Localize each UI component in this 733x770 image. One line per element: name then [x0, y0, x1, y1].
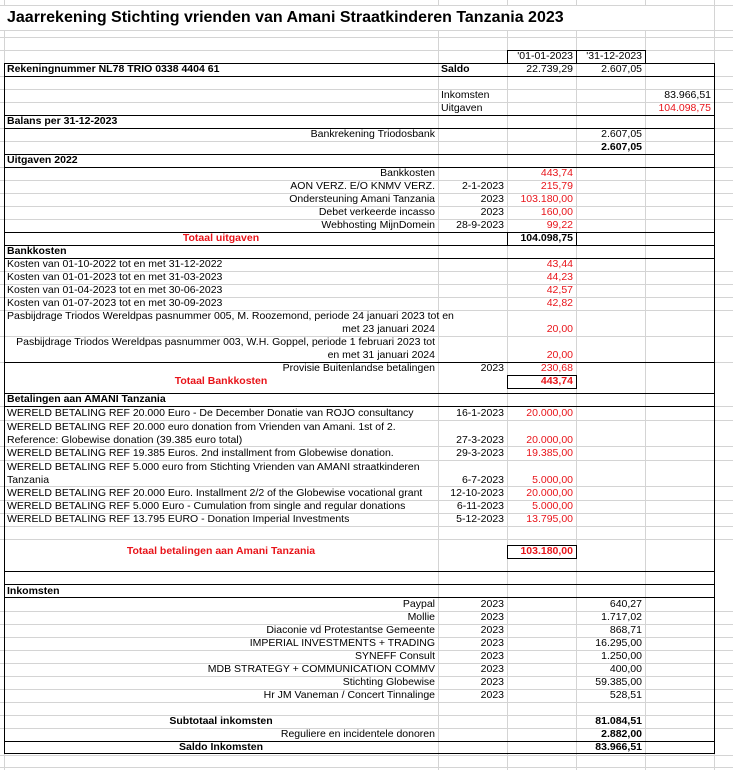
bankkosten-item — [0, 297, 733, 310]
balans-bank-row — [0, 128, 733, 141]
inkomsten-item-label[interactable]: IMPERIAL INVESTMENTS + TRADING — [249, 637, 435, 649]
inkomsten-item — [0, 598, 733, 611]
header-dates-row — [0, 50, 733, 63]
account-number[interactable]: Rekeningnummer NL78 TRIO 0338 4404 61 — [7, 63, 220, 75]
saldo-label[interactable]: Saldo — [441, 63, 470, 75]
pasbijdrage-line2[interactable]: met 23 januari 2024 — [342, 323, 435, 335]
saldo-end[interactable]: 2.607,05 — [601, 63, 642, 75]
uitgaven-heading-row — [0, 154, 733, 167]
uitgaven-item — [0, 193, 733, 206]
bankkosten-item-label[interactable]: Kosten van 01-01-2023 tot en met 31-03-2023 — [7, 271, 223, 283]
uitgaven-item — [0, 219, 733, 232]
inkomsten-item-year[interactable]: 2023 — [480, 676, 504, 688]
summary-uitgaven-value[interactable]: 104.098,75 — [658, 102, 711, 114]
uitgaven-item-label[interactable]: Bankkosten — [380, 167, 435, 179]
uitgaven-total-label[interactable]: Totaal uitgaven — [182, 232, 260, 244]
betalingen-heading[interactable]: Betalingen aan AMANI Tanzania — [7, 393, 166, 405]
pasbijdrage-line2[interactable]: en met 31 januari 2024 — [327, 349, 435, 361]
bankkosten-item-label[interactable]: Kosten van 01-04-2023 tot en met 30-06-2023 — [7, 284, 223, 296]
gridline — [0, 755, 733, 756]
uitgaven-item-value[interactable]: 103.180,00 — [520, 193, 573, 205]
betaling-value[interactable]: 20.000,00 — [526, 434, 573, 446]
betaling-description[interactable]: WERELD BETALING REF 20.000 Euro - De December Donatie van ROJO consultancy — [7, 407, 414, 419]
bankkosten-heading-row — [0, 245, 733, 258]
uitgaven-total-row — [0, 232, 733, 245]
betaling-value[interactable]: 13.795,00 — [526, 513, 573, 525]
betaling-value[interactable]: 20.000,00 — [526, 407, 573, 419]
bankkosten-item — [0, 271, 733, 284]
betaling-item — [0, 513, 733, 526]
bankkosten-item-label[interactable]: Kosten van 01-07-2023 tot en met 30-09-2023 — [7, 297, 223, 309]
rule — [4, 76, 715, 77]
betaling-value[interactable]: 5.000,00 — [532, 474, 573, 486]
inkomsten-saldo-value[interactable]: 83.966,51 — [595, 741, 642, 753]
summary-inkomsten-value[interactable]: 83.966,51 — [664, 89, 711, 101]
uitgaven-item — [0, 180, 733, 193]
bankkosten-item — [0, 284, 733, 297]
inkomsten-item — [0, 650, 733, 663]
inkomsten-item — [0, 637, 733, 650]
uitgaven-item-value[interactable]: 443,74 — [540, 167, 573, 179]
uitgaven-total-value[interactable]: 104.098,75 — [520, 232, 573, 244]
uitgaven-item-value[interactable]: 215,79 — [540, 180, 573, 192]
provisie-label[interactable]: Provisie Buitenlandse betalingen — [282, 362, 435, 374]
inkomsten-saldo-label[interactable]: Saldo Inkomsten — [178, 741, 263, 753]
betaling-description[interactable]: WERELD BETALING REF 19.385 Euros. 2nd installment from Globewise donation. — [7, 447, 394, 459]
bankkosten-total-label[interactable]: Totaal Bankkosten — [174, 375, 268, 387]
pasbijdrage-value[interactable]: 20,00 — [546, 349, 573, 361]
gridline — [0, 526, 733, 527]
balans-heading-row — [0, 115, 733, 128]
uitgaven-item-label[interactable]: Debet verkeerde incasso — [318, 206, 435, 218]
betaling-date[interactable]: 6-11-2023 — [456, 500, 504, 512]
uitgaven-item-label[interactable]: Webhosting MijnDomein — [321, 219, 435, 231]
pasbijdrage-value[interactable]: 20,00 — [546, 323, 573, 335]
inkomsten-item-label[interactable]: Stichting Globewise — [342, 676, 435, 688]
saldo-start[interactable]: 22.739,29 — [526, 63, 573, 75]
title-row — [0, 6, 733, 30]
bankkosten-total-value[interactable]: 443,74 — [540, 375, 573, 387]
balans-bank-value[interactable]: 2.607,05 — [601, 128, 642, 140]
betaling-item — [0, 407, 733, 420]
bankkosten-heading[interactable]: Bankkosten — [7, 245, 67, 257]
inkomsten-item — [0, 611, 733, 624]
rule — [4, 571, 715, 572]
inkomsten-subtotal-value[interactable]: 81.084,51 — [595, 715, 642, 727]
inkomsten-item-value[interactable]: 1.717,02 — [601, 611, 642, 623]
gridline — [0, 539, 733, 540]
summary-inkomsten-row — [0, 89, 733, 102]
inkomsten-item-value[interactable]: 16.295,00 — [595, 637, 642, 649]
inkomsten-item-year[interactable]: 2023 — [480, 637, 504, 649]
account-row — [0, 63, 733, 76]
betaling-item — [0, 447, 733, 460]
balans-total-row — [0, 141, 733, 154]
betaling-date[interactable]: 29-3-2023 — [456, 447, 504, 459]
inkomsten-item-label[interactable]: Paypal — [402, 598, 435, 610]
uitgaven-item-value[interactable]: 160,00 — [540, 206, 573, 218]
betaling-description[interactable]: WERELD BETALING REF 5.000 euro from Stichting Vrienden van AMANI straatkinderen — [7, 461, 420, 473]
betaling-description[interactable]: WERELD BETALING REF 20.000 Euro. Installment 2/2 of the Globewise vocational grant — [7, 487, 423, 499]
inkomsten-item-year[interactable]: 2023 — [480, 598, 504, 610]
betaling-description[interactable]: WERELD BETALING REF 20.000 euro donation from Vrienden van Amani. 1st of 2. — [7, 421, 396, 433]
betaling-date[interactable]: 5-12-2023 — [456, 513, 504, 525]
inkomsten-saldo-row — [0, 741, 733, 754]
betaling-value[interactable]: 20.000,00 — [526, 487, 573, 499]
gridline — [0, 37, 733, 38]
betaling-item — [0, 487, 733, 500]
provisie-value[interactable]: 230,68 — [540, 362, 573, 374]
bankkosten-item-value[interactable]: 42,82 — [546, 297, 573, 309]
inkomsten-item-year[interactable]: 2023 — [480, 663, 504, 675]
inkomsten-item-year[interactable]: 2023 — [480, 624, 504, 636]
betaling-date[interactable]: 16-1-2023 — [456, 407, 504, 419]
pasbijdrage-line1[interactable]: Pasbijdrage Triodos Wereldpas pasnummer 005, M. Roozemond, periode 24 januari 2023 tot en — [7, 310, 454, 322]
betalingen-total-label[interactable]: Totaal betalingen aan Amani Tanzania — [126, 545, 316, 557]
summary-uitgaven-row — [0, 102, 733, 115]
betaling-description-line2[interactable]: Reference: Globewise donation (39.385 euro total) — [7, 434, 243, 446]
betaling-value[interactable]: 19.385,00 — [526, 447, 573, 459]
betaling-date[interactable]: 27-3-2023 — [456, 434, 504, 446]
uitgaven-heading[interactable]: Uitgaven 2022 — [7, 154, 78, 166]
gridline — [0, 702, 733, 703]
betaling-date[interactable]: 6-7-2023 — [461, 474, 504, 486]
inkomsten-item-value[interactable]: 1.250,00 — [601, 650, 642, 662]
balans-total-value[interactable]: 2.607,05 — [601, 141, 642, 153]
uitgaven-item-date[interactable]: 2023 — [480, 206, 504, 218]
pasbijdrage-line1[interactable]: Pasbijdrage Triodos Wereldpas pasnummer 003, W.H. Goppel, periode 1 februari 2023 tot — [16, 336, 435, 348]
inkomsten-item-year[interactable]: 2023 — [480, 611, 504, 623]
date-end[interactable]: '31-12-2023 — [586, 50, 642, 62]
inkomsten-item-label[interactable]: Diaconie vd Protestantse Gemeente — [266, 624, 435, 636]
inkomsten-item-value[interactable]: 868,71 — [609, 624, 642, 636]
bankkosten-item-value[interactable]: 43,44 — [546, 258, 573, 270]
inkomsten-donoren-row — [0, 728, 733, 741]
inkomsten-donoren-value[interactable]: 2.882,00 — [601, 728, 642, 740]
balans-heading[interactable]: Balans per 31-12-2023 — [7, 115, 118, 127]
inkomsten-item — [0, 663, 733, 676]
uitgaven-item — [0, 206, 733, 219]
inkomsten-heading[interactable]: Inkomsten — [7, 585, 60, 597]
betalingen-heading-row — [0, 393, 733, 406]
betaling-item — [0, 461, 733, 487]
inkomsten-item-year[interactable]: 2023 — [480, 689, 504, 701]
bankkosten-item-value[interactable]: 44,23 — [546, 271, 573, 283]
betaling-item — [0, 500, 733, 513]
inkomsten-item-label[interactable]: SYNEFF Consult — [355, 650, 435, 662]
gridline — [0, 767, 733, 768]
betaling-item — [0, 421, 733, 447]
betaling-description[interactable]: WERELD BETALING REF 5.000 Euro - Cumulation from single and regular donations — [7, 500, 406, 512]
inkomsten-item — [0, 624, 733, 637]
pasbijdrage-item — [0, 336, 733, 362]
page-title: Jaarrekening Stichting vrienden van Amani Straatkinderen Tanzania 2023 — [4, 6, 704, 30]
inkomsten-subtotal-row — [0, 715, 733, 728]
betalingen-total-value[interactable]: 103.180,00 — [520, 545, 573, 557]
summary-uitgaven-label[interactable]: Uitgaven — [441, 102, 483, 114]
uitgaven-item-date[interactable]: 2023 — [480, 193, 504, 205]
inkomsten-item-label[interactable]: MDB STRATEGY + COMMUNICATION COMMV — [207, 663, 435, 675]
uitgaven-item-date[interactable]: 28-9-2023 — [456, 219, 504, 231]
inkomsten-donoren-label[interactable]: Reguliere en incidentele donoren — [280, 728, 435, 740]
uitgaven-item-value[interactable]: 99,22 — [546, 219, 573, 231]
inkomsten-subtotal-label[interactable]: Subtotaal inkomsten — [169, 715, 273, 727]
bankkosten-item-label[interactable]: Kosten van 01-10-2022 tot en met 31-12-2022 — [7, 258, 223, 270]
inkomsten-item-year[interactable]: 2023 — [480, 650, 504, 662]
uitgaven-item-label[interactable]: Ondersteuning Amani Tanzania — [289, 193, 435, 205]
inkomsten-item-label[interactable]: Hr JM Vaneman / Concert Tinnalinge — [263, 689, 435, 701]
inkomsten-item — [0, 676, 733, 689]
provisie-date[interactable]: 2023 — [480, 362, 504, 374]
provisie-row — [0, 362, 733, 375]
inkomsten-item-value[interactable]: 528,51 — [609, 689, 642, 701]
betaling-description-line2[interactable]: Tanzania — [7, 474, 50, 486]
inkomsten-item-value[interactable]: 400,00 — [609, 663, 642, 675]
bankkosten-total-row — [0, 375, 733, 388]
bankkosten-item — [0, 258, 733, 271]
betaling-value[interactable]: 5.000,00 — [532, 500, 573, 512]
inkomsten-item-value[interactable]: 59.385,00 — [595, 676, 642, 688]
pasbijdrage-item — [0, 310, 733, 336]
betalingen-total-row — [0, 545, 733, 558]
uitgaven-item-label[interactable]: AON VERZ. E/O KNMV VERZ. — [290, 180, 435, 192]
inkomsten-item — [0, 689, 733, 702]
uitgaven-item-date[interactable]: 2-1-2023 — [461, 180, 504, 192]
betaling-description[interactable]: WERELD BETALING REF 13.795 EURO - Donation Imperial Investments — [7, 513, 350, 525]
gridline — [0, 30, 733, 31]
inkomsten-item-value[interactable]: 640,27 — [609, 598, 642, 610]
uitgaven-item-date[interactable] — [438, 167, 507, 180]
uitgaven-item — [0, 167, 733, 180]
balans-bank-label[interactable]: Bankrekening Triodosbank — [310, 128, 435, 140]
bankkosten-item-value[interactable]: 42,57 — [546, 284, 573, 296]
betaling-date[interactable]: 12-10-2023 — [450, 487, 504, 499]
date-start[interactable]: '01-01-2023 — [517, 50, 573, 62]
summary-inkomsten-label[interactable]: Inkomsten — [441, 89, 490, 101]
inkomsten-item-label[interactable]: Mollie — [407, 611, 435, 623]
